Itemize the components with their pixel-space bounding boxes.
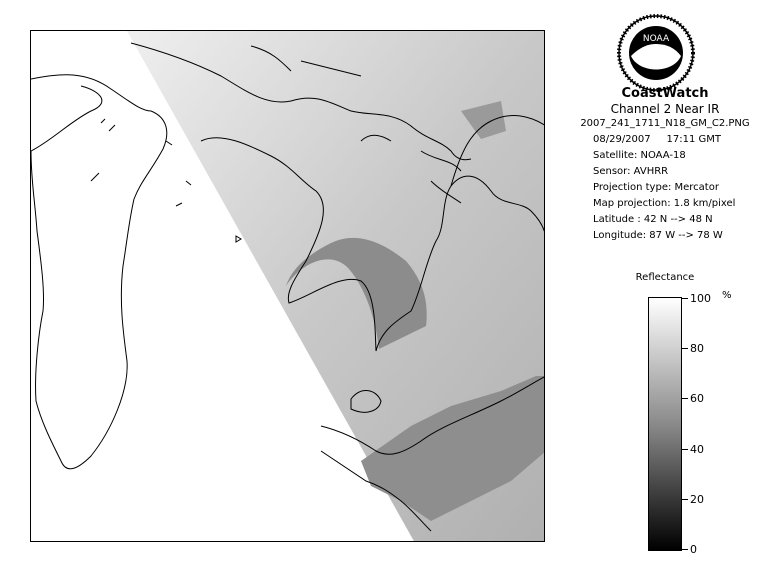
map-projection-label: Map projection: 1.8 km/pixel [593,198,736,209]
latitude-label: Latitude : 42 N --> 48 N [593,214,713,225]
lake-michigan-coast [31,75,167,469]
projection-type-label: Projection type: Mercator [593,182,719,193]
file-name: 2007_241_1711_N18_GM_C2.PNG [580,118,750,129]
satellite-label: Satellite: NOAA-18 [593,150,686,161]
channel-subtitle: Channel 2 Near IR [610,102,720,116]
tick-mark-20 [682,499,688,500]
date-time: 08/29/2007 17:11 GMT [593,134,722,145]
tick-mark-60 [682,398,688,399]
lake-michigan-west [31,86,102,151]
noaa-logo-text: NOAA [642,34,670,44]
map-svg [31,31,545,542]
tick-mark-80 [682,348,688,349]
tick-label-20: 20 [690,493,704,506]
satellite-map[interactable] [30,30,545,542]
colorbar-unit: % [722,290,732,301]
tick-mark-100 [682,298,688,299]
tick-label-100: 100 [690,292,711,305]
tick-label-60: 60 [690,392,704,405]
tick-mark-40 [682,449,688,450]
tick-label-80: 80 [690,342,704,355]
sensor-label: Sensor: AVHRR [593,166,669,177]
page-title: CoastWatch [621,86,709,101]
tick-label-0: 0 [690,543,697,556]
noaa-logo [617,14,695,92]
colorbar-label: Reflectance [635,272,695,283]
tick-label-40: 40 [690,443,704,456]
tick-mark-0 [682,549,688,550]
longitude-label: Longitude: 87 W --> 78 W [593,230,723,241]
colorbar [648,297,682,551]
